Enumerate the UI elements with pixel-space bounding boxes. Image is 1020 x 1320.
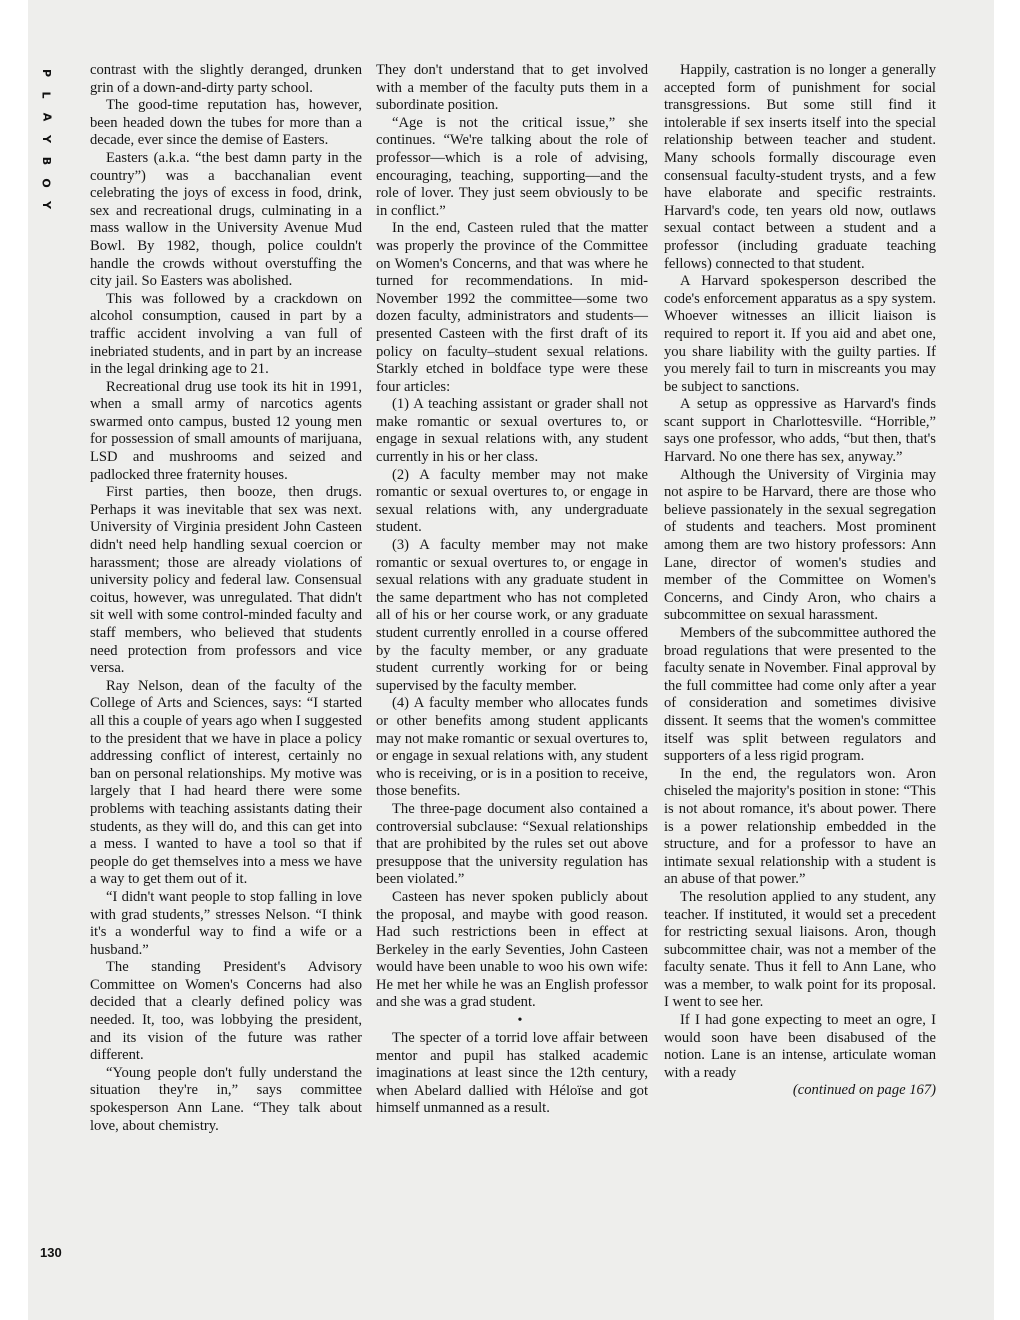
paragraph: Ray Nelson, dean of the faculty of the College of Arts and Sciences, says: “I started all this a couple of years ago when I suggested to the president that we have in place a policy addressing conflict of interest, certainly no ban on personal relationships. My motive was largely that I had heard there were some problems with teaching assistants dating their students, as they will do, and this can get into a mess. I wanted to have a tool so that if people do get themselves into a mess we have a way to get them out of it. [90,677,362,888]
paragraph: (1) A teaching assistant or grader shall not make romantic or sexual overtures to, or engage in sexual relations with, any student currently in his or her class. [376,396,648,466]
text-column-3 [664,62,936,1100]
paragraph: A setup as oppressive as Harvard's finds scant support in Charlottesville. “Horrible,” says one professor, who adds, “but then, that's Harvard. No one there has sex, anyway.” [664,396,936,466]
paragraph: “Young people don't fully understand the situation they're in,” says committee spokesperson Ann Lane. “They talk about love, about chemistry. [90,1064,362,1134]
paragraph: In the end, the regulators won. Aron chiseled the majority's position in stone: “This is not about romance, it's about power. There is a power relationship embedded in the structure, and for a professor to have an intimate sexual relationship with a student is an abuse of that power.” [664,765,936,888]
paragraph: Easters (a.k.a. “the best damn party in the country”) was a bacchanalian event celebrating the joys of excess in food, drink, sex and recreational drugs, culminating in a mass wallow in the University Avenue Mud Bowl. By 1982, though, police couldn't handle the crowds without overstuffing the city jail. So Easters was abolished. [90,149,362,290]
running-head-letter: P [40,68,53,78]
paragraph: This was followed by a crackdown on alcohol consumption, caused in part by a traffic accident involving a van full of inebriated students, and in part by an increase in the legal drinking age to 21. [90,290,362,378]
text-column-2 [376,62,648,1118]
paragraph: The standing President's Advisory Committee on Women's Concerns had also decided that a clearly defined policy was needed. It, too, was lobbying the president, and its vision of the future was rather different. [90,959,362,1064]
paragraph: (4) A faculty member who allocates funds or other benefits among student applicants may not make romantic or sexual overtures to, or engage in sexual relations with, any student who is receiving, or is in a position to receive, those benefits. [376,695,648,800]
paragraph: (2) A faculty member may not make romantic or sexual overtures to, or engage in sexual relations with, any undergraduate student. [376,466,648,536]
paragraph: In the end, Casteen ruled that the matter was properly the province of the Committee on Women's Concerns, and that was where he turned for recommendations. In mid-November 1992 the committee—some two dozen faculty, administrators and students—presented Casteen with the first draft of its policy on faculty–student sexual relations. Starkly etched in boldface type were these four articles: [376,220,648,395]
paragraph: Recreational drug use took its hit in 1991, when a small army of narcotics agents swarmed onto campus, busted 12 young men for possession of small amounts of marijuana, LSD and mushrooms and seized and padlocked three fraternity houses. [90,378,362,483]
paragraph: Casteen has never spoken publicly about the proposal, and maybe with good reason. Had such restrictions been in effect at Berkeley in the early Seventies, John Casteen would have been unable to woo his own wife: He met her while he was an English professor and she was a grad student. [376,888,648,1011]
running-head-letter: B [39,156,53,166]
paragraph: Happily, castration is no longer a generally accepted form of punishment for social transgressions. But some still find it intolerable if sex inserts itself into the special relationship between teacher and student. Many schools formally discourage even consensual faculty-student trysts, and a few have elaborate and specific restraints. Harvard's code, ten years old now, outlaws sexual contact between a student and a professor (including graduate teaching fellows) connected to that student. [664,62,936,272]
paragraph: The good-time reputation has, however, been headed down the tubes for more than a decade, ever since the demise of Easters. [90,97,362,149]
paragraph: The specter of a torrid love affair between mentor and pupil has stalked academic imaginations at least since the 12th century, when Abelard dallied with Héloïse and got himself unmanned as a result. [376,1030,648,1117]
running-head-letter: O [39,178,53,188]
paragraph: If I had gone expecting to meet an ogre, I would soon have been disabused of the notion. Lane is an intense, articulate woman with a ready [664,1012,936,1081]
running-head-letter: L [39,91,53,99]
paragraph: “I didn't want people to stop falling in love with grad students,” stresses Nelson. “I think it's a wonderful way to find a wife or a husband.” [90,888,362,958]
text-column-1 [90,62,362,1135]
section-break-bullet: • [517,1013,523,1029]
running-head-letter: Y [40,135,53,143]
continued-jump-line: (continued on page 167) [792,1082,936,1099]
paragraph: The resolution applied to any student, any teacher. If instituted, it would set a precedent for restricting sexual liaisons. Aron, though subcommittee chair, was not a member of the faculty senate. Thus it fell to Ann Lane, who was a member, to walk point for its proposal. I went to see her. [664,888,936,1011]
running-head-letter: Y [40,201,53,209]
paragraph: A Harvard spokesperson described the code's enforcement apparatus as a spy system. Whoever witnesses an illicit liaison is required to report it. If you aid and abet one, you share liability with the guilty parties. If you merely fail to turn in miscreants you may be subject to sanctions. [664,273,936,395]
paragraph: The three-page document also contained a controversial subclause: “Sexual relationships that are prohibited by the rules set out above presuppose that the university regulation has been violated.” [376,800,648,888]
paragraph: Although the University of Virginia may not aspire to be Harvard, there are those who believe passionately in the sexual segregation of students and teachers. Most prominent among them are two history professors: Ann Lane, director of women's studies and member of the Committee on Women's Concerns, and Cindy Aron, who chairs a subcommittee on sexual harassment. [664,466,936,624]
paragraph: (3) A faculty member may not make romantic or sexual overtures to, or engage in sexual relations with any graduate student in the same department who has not completed all of his or her course work, or any graduate student currently enrolled in a course offered by the faculty member, or any graduate student currently working for or being supervised by the faculty member. [376,537,648,694]
paragraph: First parties, then booze, then drugs. Perhaps it was inevitable that sex was next. University of Virginia president John Casteen didn't need help handling sexual coercion or harassment; those are already violations of university policy and federal law. Consensual coitus, however, was unregulated. That didn't sit well with some control-minded faculty and staff members, who believed that students need protection from professors and vice versa. [90,484,362,677]
paragraph: contrast with the slightly deranged, drunken grin of a down-and-dirty party school. [90,62,362,96]
paragraph: “Age is not the critical issue,” she continues. “We're talking about the role of professor—which is a role of advising, encouraging, teaching, supporting—and the role of lover. They just seem obviously to be in conflict.” [376,114,648,219]
page-number: 130 [40,1245,62,1260]
paragraph: Members of the subcommittee authored the broad regulations that were presented to the faculty senate in November. Final approval by the full committee had come only after a year of consideration and sometimes divisive dissent. It seems that the women's committee itself was split between regulators and supporters of a less rigid program. [664,625,936,765]
running-head-letter: A [39,112,53,122]
paragraph: They don't understand that to get involved with a member of the faculty puts them in a subordinate position. [376,62,648,114]
running-head [36,62,56,216]
